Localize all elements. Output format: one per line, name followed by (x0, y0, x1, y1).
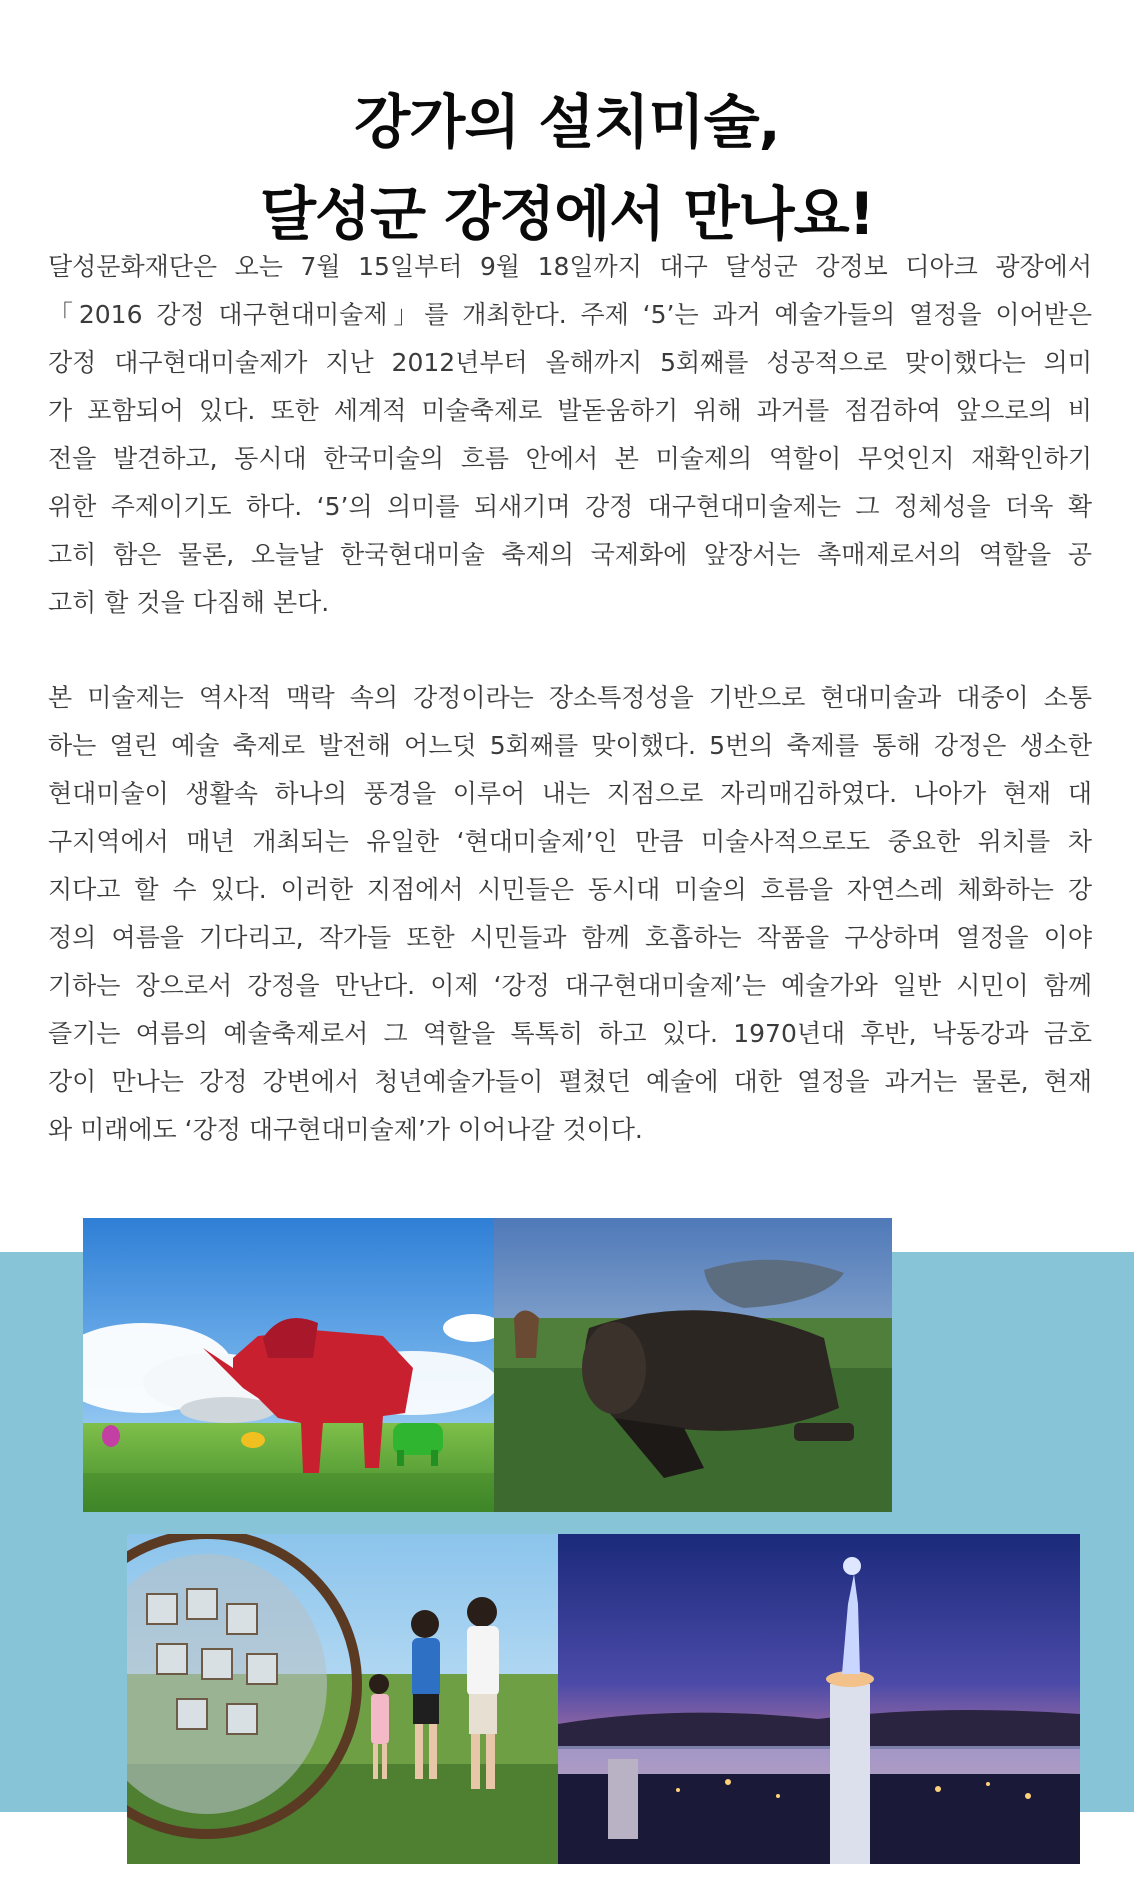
paragraph-line: 고히 함은 물론, 오늘날 한국현대미술 축제의 국제화에 앞장서는 촉매제로서의 역할을 공 (48, 540, 1092, 569)
page-title-line-1: 강가의 설치미술, (354, 87, 780, 156)
paragraph-line: 「2016 강정 대구현대미술제」를 개최한다. 주제 ‘5’는 과거 예술가들의 열정을 이어받은 (48, 300, 1092, 329)
diving-figure-sculpture-icon (558, 1534, 1080, 1864)
paragraph-line: 즐기는 여름의 예술축제로서 그 역할을 톡톡히 하고 있다. 1970년대 후반, 낙동강과 금호 (48, 1019, 1092, 1048)
paragraph-line: 강이 만나는 강정 강변에서 청년예술가들이 펼쳤던 예술에 대한 열정을 과거는 물론, 현재 (48, 1067, 1092, 1096)
body-paragraph (48, 674, 1092, 1154)
photo-red-rhinoceros (83, 1218, 494, 1512)
photo-mirror-sphere (127, 1534, 558, 1864)
paragraph-line: 와 미래에도 ‘강정 대구현대미술제’가 이어나갈 것이다. (48, 1115, 643, 1144)
paragraph-line: 하는 열린 예술 축제로 발전해 어느덧 5회째를 맞이했다. 5번의 축제를 통해 강정은 생소한 (48, 731, 1092, 760)
paragraph-line: 위한 주제이기도 하다. ‘5’의 의미를 되새기며 강정 대구현대미술제는 그 정체성을 더욱 확 (48, 492, 1092, 521)
paragraph-line: 가 포함되어 있다. 또한 세계적 미술축제로 발돋움하기 위해 과거를 점검하여 앞으로의 비 (48, 396, 1092, 425)
photo-night-sculpture (558, 1534, 1080, 1864)
wooden-log-sculpture-icon (494, 1218, 892, 1512)
paragraph-line: 고히 할 것을 다짐해 본다. (48, 588, 330, 617)
paragraph-line: 정의 여름을 기다리고, 작가들 또한 시민들과 함께 호흡하는 작품을 구상하며 열정을 이야 (48, 923, 1092, 952)
photo-log-sculpture (494, 1218, 892, 1512)
red-rhinoceros-sculpture-icon (83, 1218, 494, 1512)
paragraph-line: 현대미술이 생활속 하나의 풍경을 이루어 내는 지점으로 자리매김하였다. 나아가 현재 대 (48, 779, 1092, 808)
paragraph-line: 전을 발견하고, 동시대 한국미술의 흐름 안에서 본 미술제의 역할이 무엇인지 재확인하기 (48, 444, 1092, 473)
mirror-sphere-sculpture-icon (127, 1534, 558, 1864)
paragraph-line: 달성문화재단은 오는 7월 15일부터 9월 18일까지 대구 달성군 강정보 디아크 광장에서 (48, 252, 1092, 281)
paragraph-line: 본 미술제는 역사적 맥락 속의 강정이라는 장소특정성을 기반으로 현대미술과 대중이 소통 (48, 683, 1092, 712)
paragraph-line: 강정 대구현대미술제가 지난 2012년부터 올해까지 5회째를 성공적으로 맞이했다는 의미 (48, 348, 1092, 377)
intro-paragraph (48, 243, 1092, 627)
page-title-line-2: 달성군 강정에서 만나요! (259, 179, 875, 248)
paragraph-line: 구지역에서 매년 개최되는 유일한 ‘현대미술제’인 만큼 미술사적으로도 중요한 위치를 차 (48, 827, 1092, 856)
paragraph-line: 기하는 장으로서 강정을 만난다. 이제 ‘강정 대구현대미술제’는 예술가와 일반 시민이 함께 (48, 971, 1092, 1000)
paragraph-line: 지다고 할 수 있다. 이러한 지점에서 시민들은 동시대 미술의 흐름을 자연스레 체화하는 강 (48, 875, 1092, 904)
